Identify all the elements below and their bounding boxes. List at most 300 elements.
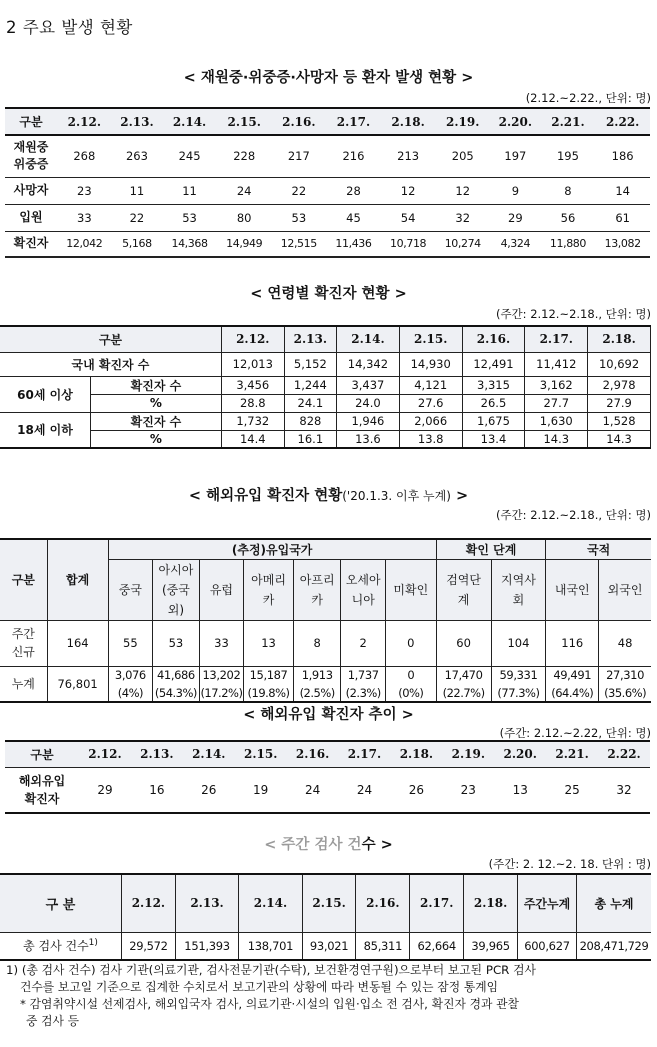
- row-label-text: 위중증: [13, 157, 49, 172]
- imported-title-main: < 해외유입 확진자 현황: [188, 488, 343, 504]
- column-header-text: 오세아: [345, 572, 381, 587]
- value-cell: [112, 204, 163, 231]
- value-cell-text: 55: [123, 636, 138, 650]
- value-cell-text: 3,437: [351, 378, 385, 392]
- value-cell-text: (2.5%): [299, 685, 335, 700]
- header-cell-text: 주간누계: [523, 896, 571, 911]
- group-header-text: 확인 단계: [465, 542, 517, 557]
- header-cell-text: 총 누계: [594, 896, 634, 911]
- value-cell-text: 11: [182, 183, 197, 198]
- column-header-text: 유럽: [209, 582, 234, 597]
- header-cell-text: 구분: [98, 332, 123, 347]
- value-cell: [47, 666, 108, 702]
- value-cell-text: 9: [511, 183, 520, 198]
- value-cell-text: 5,152: [293, 357, 327, 371]
- date-header: [57, 108, 112, 135]
- value-cell: [385, 666, 436, 684]
- date-header-text: 2.15.: [414, 332, 448, 347]
- domestic-row: [0, 352, 651, 376]
- value-cell-text: 600,627: [524, 938, 570, 953]
- date-header: [462, 326, 525, 352]
- value-cell-text: 22: [291, 183, 307, 198]
- value-cell-text: 2,978: [602, 378, 636, 392]
- table-row: [5, 231, 650, 257]
- column-header-text: 아시아: [158, 562, 194, 577]
- value-cell-text: 1,732: [236, 414, 270, 428]
- value-cell-text: 27.7: [543, 396, 570, 410]
- value-cell: [284, 430, 336, 448]
- value-cell: [272, 231, 327, 257]
- row-label: [5, 177, 57, 204]
- value-cell: [546, 620, 599, 666]
- date-header: [464, 874, 518, 932]
- row-label-text: 주간: [11, 627, 35, 641]
- value-cell-text: 25: [564, 782, 580, 797]
- value-cell-text: 16.1: [297, 431, 324, 446]
- value-cell-text: (2.3%): [345, 685, 381, 700]
- value-cell: [217, 177, 272, 204]
- value-cell-text: 14,368: [171, 237, 208, 251]
- value-cell-text: 11,880: [549, 237, 586, 251]
- group-header-text: (추정)유입국가: [231, 542, 313, 557]
- sub-label: [91, 394, 222, 412]
- value-cell-text: 1,913: [301, 668, 333, 683]
- value-cell-text: 3,315: [477, 378, 510, 392]
- value-cell: [541, 204, 596, 231]
- value-cell-text: 85,311: [363, 938, 403, 953]
- age-table: [0, 325, 651, 449]
- age-count-row: [0, 412, 651, 430]
- value-cell-text: 56: [560, 210, 576, 225]
- imported-title-end: >: [450, 488, 469, 504]
- column-header-text: 미확인: [393, 582, 429, 597]
- row-label: [0, 352, 221, 376]
- tests-title-dark: 수: [361, 837, 376, 853]
- value-cell: [337, 430, 400, 448]
- value-cell-text: 27.6: [417, 396, 444, 410]
- column-header: [491, 559, 546, 620]
- sub-label-text: %: [149, 396, 162, 410]
- value-cell: [462, 412, 525, 430]
- value-cell-text: 53: [291, 210, 307, 225]
- group-header-text: 국적: [587, 542, 611, 557]
- value-cell: [435, 231, 490, 257]
- value-cell: [293, 666, 341, 684]
- value-cell-text: 8: [313, 636, 321, 650]
- value-cell-text: 828: [299, 414, 322, 428]
- table-header-row: [5, 741, 650, 767]
- column-header-text: 중국: [118, 582, 142, 597]
- value-cell: [153, 684, 200, 702]
- value-cell-text: (0%): [398, 685, 424, 700]
- value-cell: [518, 932, 577, 960]
- table-header-row: [5, 108, 650, 135]
- value-cell-text: 23: [460, 782, 476, 797]
- date-header-text: 2.18.: [473, 896, 508, 911]
- tests-title-gray: < 주간 검사 건: [264, 837, 362, 853]
- tests-title: [0, 833, 657, 854]
- group-header-row: [0, 539, 651, 559]
- date-header: [588, 326, 651, 352]
- value-cell-text: 23: [77, 183, 92, 198]
- imported-table: [0, 538, 651, 703]
- header-cell: [577, 874, 652, 932]
- date-header: [541, 108, 596, 135]
- date-header: [217, 108, 272, 135]
- value-cell-text: 0: [407, 636, 415, 650]
- column-header-text: 계: [457, 592, 470, 607]
- row-label-text: 해외유입: [18, 773, 66, 788]
- value-cell: [546, 684, 599, 702]
- weekly-row: [0, 620, 651, 666]
- severe-title: < 재원중·위중증·사망자 등 환자 발생 현황 >: [183, 70, 474, 86]
- row-label-text: 확진자: [24, 791, 60, 806]
- value-cell: [399, 430, 462, 448]
- value-cell-text: 164: [66, 636, 89, 650]
- row-label: [0, 620, 47, 666]
- date-header: [410, 874, 464, 932]
- value-cell-text: 13: [261, 636, 276, 650]
- column-header-text: 회: [512, 592, 525, 607]
- value-cell-text: 208,471,729: [579, 938, 649, 953]
- value-cell: [272, 135, 327, 177]
- value-cell-text: 26: [408, 782, 425, 797]
- value-cell-text: 26.5: [480, 396, 507, 410]
- value-cell: [436, 620, 491, 666]
- imported-title: [0, 484, 657, 505]
- date-header-text: 2.12.: [131, 896, 166, 911]
- table-header-row: [0, 326, 651, 352]
- date-header: [162, 108, 217, 135]
- value-cell: [153, 666, 200, 684]
- value-cell: [293, 684, 341, 702]
- header-cell-text: 구분: [19, 115, 43, 129]
- value-cell: [381, 135, 436, 177]
- value-cell: [284, 394, 336, 412]
- value-cell: [326, 231, 381, 257]
- value-cell: [385, 620, 436, 666]
- value-cell-text: (4%): [117, 685, 143, 700]
- value-cell: [244, 620, 294, 666]
- value-cell-text: 11,412: [536, 357, 577, 371]
- value-cell-text: 151,393: [184, 938, 230, 953]
- age-pct-row: [0, 430, 651, 448]
- value-cell-text: (17.2%): [200, 685, 243, 700]
- value-cell-text: 33: [214, 636, 229, 650]
- row-label-text: 입원: [19, 210, 43, 224]
- value-cell-text: 80: [236, 210, 252, 225]
- value-cell: [588, 394, 651, 412]
- date-header-text: 2.21.: [551, 114, 585, 129]
- trend-title: < 해외유입 확진자 추이 >: [243, 707, 414, 723]
- header-cell-text: 구분: [11, 573, 35, 588]
- age-group-label: [0, 376, 91, 412]
- row-label: [5, 204, 57, 231]
- value-cell: [47, 620, 108, 666]
- value-cell-text: 1,630: [539, 414, 573, 428]
- row-label: [0, 666, 47, 702]
- value-cell-text: (35.6%): [604, 685, 647, 700]
- value-cell: [491, 666, 546, 684]
- row-label: [5, 135, 57, 177]
- value-cell: [541, 135, 596, 177]
- value-cell-text: 10,274: [444, 237, 481, 251]
- value-cell: [577, 932, 652, 960]
- age-title: < 연령별 확진자 현황 >: [250, 286, 407, 302]
- value-cell: [595, 231, 650, 257]
- value-cell: [244, 684, 294, 702]
- value-cell: [162, 204, 217, 231]
- value-cell: [588, 376, 651, 394]
- column-header: [546, 559, 599, 620]
- value-cell: [199, 684, 244, 702]
- value-cell: [599, 666, 651, 684]
- column-header-text: 아메리: [251, 572, 286, 587]
- value-cell: [599, 684, 651, 702]
- date-header-text: 2.20.: [503, 747, 537, 762]
- value-cell-text: 45: [346, 210, 361, 225]
- date-header: [272, 108, 327, 135]
- date-header: [546, 741, 598, 767]
- value-cell-text: 33: [77, 210, 92, 225]
- column-header: [341, 559, 386, 620]
- value-cell-text: 59,331: [499, 668, 538, 683]
- age-count-row: [0, 376, 651, 394]
- value-cell: [462, 430, 525, 448]
- value-cell: [244, 666, 294, 684]
- header-cell-text: 구분: [30, 747, 54, 762]
- table-row: [5, 135, 650, 177]
- date-header-text: 2.14.: [351, 332, 385, 347]
- value-cell: [490, 135, 541, 177]
- date-header: [122, 874, 176, 932]
- value-cell: [272, 177, 327, 204]
- value-cell-text: 195: [556, 149, 579, 164]
- date-header: [356, 874, 410, 932]
- value-cell-text: 53: [168, 636, 184, 650]
- date-header-text: 2.14.: [192, 747, 226, 762]
- value-cell: [442, 767, 494, 813]
- sub-label-text: 확진자 수: [130, 378, 182, 393]
- column-header: [199, 559, 244, 620]
- age-group-label-text: 18세 이하: [17, 423, 73, 438]
- value-cell: [326, 177, 381, 204]
- value-cell-text: 19: [253, 782, 269, 797]
- value-cell-text: 28.8: [239, 396, 266, 410]
- value-cell: [199, 620, 244, 666]
- date-header-text: 2.22.: [605, 114, 640, 129]
- date-header-text: 2.16.: [295, 747, 330, 762]
- value-cell-text: (22.7%): [442, 685, 485, 700]
- value-cell-text: 13,202: [202, 668, 241, 683]
- value-cell: [108, 620, 153, 666]
- value-cell: [541, 231, 596, 257]
- column-header-text: 아프리: [299, 572, 335, 587]
- value-cell-text: 263: [125, 149, 148, 164]
- value-cell-text: 245: [178, 149, 201, 164]
- value-cell-text: 268: [73, 149, 96, 164]
- value-cell-text: (64.4%): [551, 685, 594, 700]
- value-cell-text: 12,515: [280, 237, 317, 251]
- value-cell: [326, 135, 381, 177]
- value-cell-text: 11,436: [335, 237, 372, 251]
- footnote-line3: * 감염취약시설 선제검사, 해외입국자 검사, 의료기관·시설의 입원·입소 전 검사, 확진자 경과 관찰: [20, 997, 519, 1011]
- value-cell-text: 29: [508, 210, 523, 225]
- date-header-text: 2.17.: [539, 332, 573, 347]
- date-header: [435, 108, 490, 135]
- table-row: [5, 204, 650, 231]
- tests-table: [0, 873, 651, 961]
- value-cell-text: 213: [397, 149, 420, 164]
- date-header-text: 2.18.: [602, 332, 636, 347]
- value-cell-text: 22: [129, 210, 145, 225]
- value-cell: [341, 684, 386, 702]
- value-cell: [341, 666, 386, 684]
- value-cell-text: 217: [287, 149, 310, 164]
- value-cell-text: 15,187: [249, 668, 288, 683]
- value-cell-text: 39,965: [471, 938, 510, 953]
- value-cell-text: 12,491: [473, 357, 514, 371]
- value-cell: [385, 684, 436, 702]
- value-cell: [491, 620, 546, 666]
- value-cell: [490, 177, 541, 204]
- value-cell: [541, 177, 596, 204]
- date-header: [326, 108, 381, 135]
- footnote: [6, 962, 651, 1030]
- date-header-text: 2.22.: [607, 747, 641, 762]
- footnote-line2: 건수를 보고일 기준으로 집계한 수치로서 보고기관의 상황에 따라 변동될 수 있는 잠정 통계임: [20, 980, 499, 994]
- value-cell-text: 12,013: [232, 357, 273, 371]
- date-header: [339, 741, 391, 767]
- value-cell: [399, 376, 462, 394]
- value-cell-text: 14.3: [543, 431, 570, 446]
- row-label: [0, 932, 122, 960]
- value-cell: [57, 135, 112, 177]
- value-cell-text: 48: [617, 636, 633, 650]
- value-cell: [57, 177, 112, 204]
- value-cell-text: 54: [400, 210, 416, 225]
- value-cell: [112, 231, 163, 257]
- value-cell-text: 10,692: [598, 357, 640, 371]
- value-cell-text: 27,310: [606, 668, 644, 683]
- value-cell: [490, 231, 541, 257]
- column-header-text: 카: [311, 592, 323, 607]
- row-label-text: 재원중: [13, 140, 49, 155]
- group-header: [108, 539, 436, 559]
- value-cell-text: (54.3%): [154, 685, 197, 700]
- value-cell: [287, 767, 339, 813]
- value-cell: [410, 932, 464, 960]
- value-cell-text: 60: [456, 636, 471, 650]
- value-cell-text: 5,168: [122, 237, 152, 251]
- value-cell-text: 24: [356, 782, 373, 797]
- value-cell: [326, 204, 381, 231]
- value-cell: [221, 430, 284, 448]
- value-cell-text: 197: [504, 149, 527, 164]
- date-header-text: 2.16.: [366, 896, 400, 911]
- tests-unit: (주간: 2. 12.~2. 18. 단위 : 명): [488, 857, 651, 871]
- value-cell-text: 116: [561, 636, 584, 650]
- value-cell: [595, 177, 650, 204]
- value-cell: [221, 394, 284, 412]
- date-header: [175, 874, 238, 932]
- value-cell-text: 216: [342, 149, 365, 164]
- trend-table: [5, 740, 650, 814]
- value-cell-text: 76,801: [57, 676, 98, 691]
- value-cell-text: 2,066: [414, 414, 448, 428]
- value-cell-text: 53: [182, 210, 197, 225]
- date-header-text: 2.19.: [446, 114, 480, 129]
- date-header: [598, 741, 650, 767]
- severe-table: [5, 107, 650, 258]
- date-header-text: 2.19.: [451, 747, 485, 762]
- value-cell-text: 16: [149, 782, 165, 797]
- value-cell-text: 13.8: [417, 431, 444, 446]
- column-header-text: 내국인: [554, 582, 590, 597]
- group-header: [436, 539, 546, 559]
- date-header-text: 2.18.: [391, 114, 425, 129]
- imported-unit: (주간: 2.12.~2.18., 단위: 명): [495, 508, 651, 522]
- value-cell: [399, 394, 462, 412]
- date-header-text: 2.15.: [227, 114, 261, 129]
- column-header-text: 니아: [351, 592, 375, 607]
- value-cell-text: 228: [233, 149, 256, 164]
- value-cell: [131, 767, 183, 813]
- value-cell: [525, 430, 588, 448]
- value-cell-text: 3,162: [539, 378, 573, 392]
- value-cell-text: 24.1: [297, 396, 324, 410]
- value-cell: [381, 231, 436, 257]
- date-header-text: 2.18.: [399, 747, 434, 762]
- date-header-text: 2.17.: [336, 114, 371, 129]
- date-header: [494, 741, 546, 767]
- value-cell: [399, 352, 462, 376]
- value-cell: [183, 767, 235, 813]
- value-cell: [112, 177, 163, 204]
- header-cell: [5, 741, 79, 767]
- value-cell: [217, 204, 272, 231]
- header-cell: [518, 874, 577, 932]
- column-header: [293, 559, 341, 620]
- value-cell-text: 14,342: [347, 357, 389, 371]
- value-cell: [284, 352, 336, 376]
- value-cell-text: 205: [451, 149, 474, 164]
- value-cell: [341, 620, 386, 666]
- header-cell: [0, 539, 47, 620]
- value-cell: [221, 412, 284, 430]
- value-cell-text: 41,686: [156, 668, 195, 683]
- value-cell: [337, 412, 400, 430]
- header-cell-text: 구 분: [45, 897, 76, 913]
- value-cell: [598, 767, 650, 813]
- header-cell-text: 합계: [66, 573, 90, 588]
- value-cell-text: 32: [455, 210, 471, 225]
- value-cell: [399, 412, 462, 430]
- header-cell: [0, 874, 122, 932]
- value-cell: [462, 394, 525, 412]
- sub-label-text: 확진자 수: [130, 414, 182, 429]
- date-header: [239, 874, 302, 932]
- date-header: [131, 741, 183, 767]
- value-cell: [217, 231, 272, 257]
- value-cell: [525, 394, 588, 412]
- column-header-text: (중국 외): [161, 582, 190, 617]
- value-cell: [595, 204, 650, 231]
- value-cell: [356, 932, 410, 960]
- value-cell-text: 12: [400, 183, 416, 198]
- value-cell-text: 10,718: [390, 237, 427, 251]
- value-cell: [435, 204, 490, 231]
